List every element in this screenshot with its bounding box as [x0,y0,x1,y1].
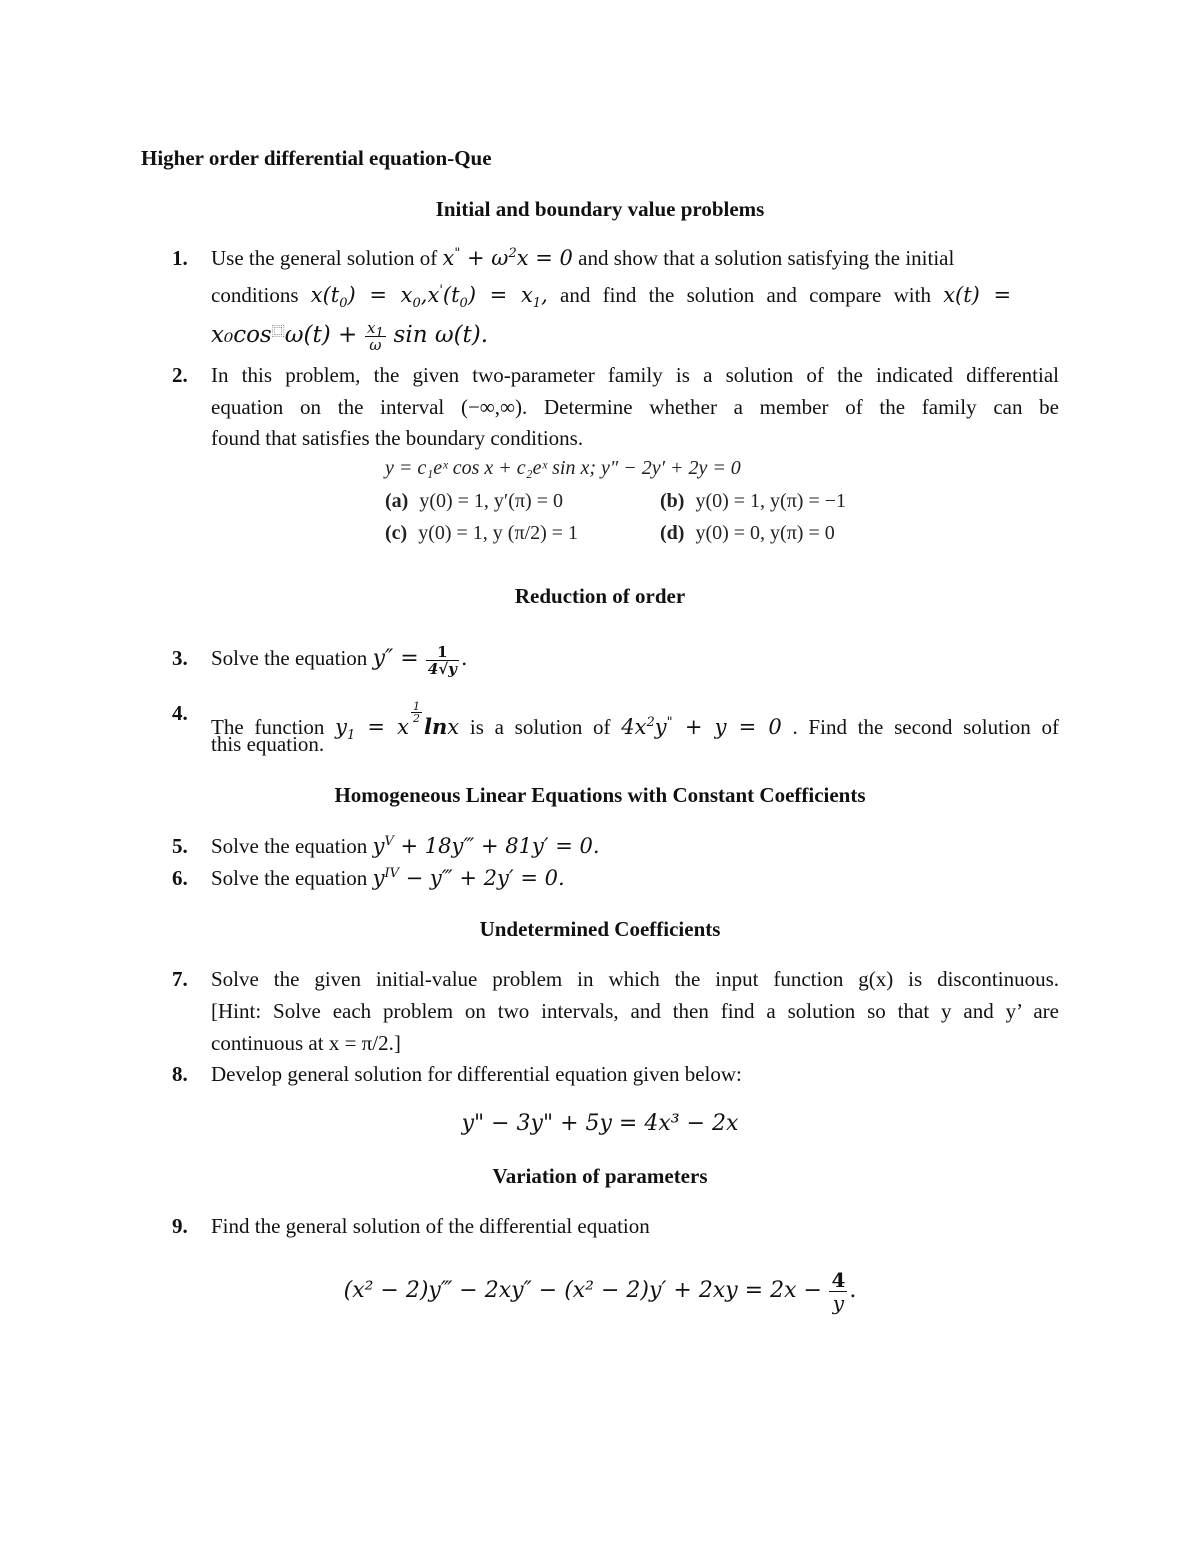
question-3-line: Solve the equation y″ = $\frac{1}{4√y}$ . [211,642,468,678]
q2-c-value: y(0) = 1, y (π/2) = 1 [418,522,579,544]
page-title: Higher order differential equation-Que [141,146,492,170]
q2-option-b [660,490,846,513]
q2-a-value: y(0) = 1, y′(π) = 0 [419,490,563,512]
question-1-line-3 [211,318,488,353]
q2-option-a [385,490,563,513]
q2-b-label: (b) [660,490,685,512]
q5-text: Solve the equation [211,834,368,858]
q3-numerator: 1 [426,644,459,661]
q9-lhs: (x² − 2)y‴ − 2xy″ − (x² − 2)y′ + 2xy = 2x − [343,1278,822,1303]
question-7-line-3: continuous at x = π/2.] [211,1031,401,1055]
q2-option-c [385,522,578,545]
section-heading-reduction-of-order: Reduction of order [514,584,686,608]
q1-conditions: $x(t_0) = x_0,x'(t_0) = x_1$, [310,283,548,312]
q1-text-a: Use the general solution of [211,246,438,270]
q2-b-value: y(0) = 1, y(π) = −1 [695,490,847,512]
q2-a-label: (a) [385,490,409,512]
q1-text-d: and find the solution and compare with [560,283,931,307]
section-heading-homogeneous: Homogeneous Linear Equations with Constant Coefficients [334,783,866,807]
question-2-line-3: found that satisfies the boundary conditions. [211,426,584,450]
question-1-line-1 [211,246,954,270]
question-1-line-2 [211,283,1012,312]
q9-equation: (x² − 2)y‴ − 2xy″ − (x² − 2)y′ + 2xy = 2x − $\frac{4}{y}$ . [343,1268,857,1316]
question-7-line-2: [Hint: Solve each problem on two intervals, and then find a solution so that y and y’ are [211,999,1059,1023]
q2-option-d [660,522,835,545]
question-4-line-2: this equation. [211,732,325,756]
q9-fraction [829,1269,847,1314]
question-5-line [211,834,600,858]
question-number-9: 9. [172,1214,188,1238]
question-number-4: 4. [172,701,188,725]
q4-text-a: The function [211,715,325,739]
q2-d-label: (d) [660,522,685,544]
q3-lhs: y″ = [372,646,419,671]
q4-text-b: is a solution of [469,715,611,739]
section-heading-undetermined: Undetermined Coefficients [479,917,721,941]
q1-text-c: conditions [211,283,299,307]
question-number-2: 2. [172,363,188,387]
q8-equation: y" − 3y" + 5y = 4x³ − 2x [461,1111,739,1136]
q1-compare: x(t) = [943,283,1012,307]
question-2-line-2: equation on the interval (−∞,∞). Determine whether a member of the family can be [211,395,1059,419]
q6-text: Solve the equation [211,866,368,890]
question-number-5: 5. [172,834,188,858]
q3-denominator: 4√y [427,659,457,678]
section-heading-initial-boundary: Initial and boundary value problems [435,197,765,221]
question-number-7: 7. [172,967,188,991]
question-2-line-1: In this problem, the given two-parameter family is a solution of the indicated differential [211,363,1059,387]
question-9-line: Find the general solution of the differential equation [211,1214,650,1238]
q3-text: Solve the equation [211,646,368,670]
question-8-line: Develop general solution for differential equation given below: [211,1062,742,1086]
q1-equation: $x^" + \omega^2x = 0$ [442,246,573,270]
q1-omega-t: ω(t) + [284,322,358,348]
q6-equation: $y^{IV}$ − y‴ + 2y′ = 0. [372,866,565,890]
q4-text-c: . Find the second solution of [792,715,1060,739]
q4-function: $y_1 = x$ $^{\frac{1}{2}}$ lnx [335,700,460,744]
q3-fraction [426,644,459,677]
question-6-line [211,866,565,890]
q1-x0cos: x₀cos [211,322,272,348]
q2-c-label: (c) [385,522,408,544]
question-7-line-1: Solve the given initial-value problem in which the input function g(x) is discontinuous. [211,967,1059,991]
q2-family-equation: y = c₁eˣ cos x + c₂eˣ sin x; y″ − 2y′ + 2y = 0 [385,457,741,479]
question-number-3: 3. [172,646,188,670]
question-number-8: 8. [172,1062,188,1086]
q2-d-value: y(0) = 0, y(π) = 0 [695,522,835,544]
q4-equation: $4x^2y^" + y = 0$ [621,715,782,739]
q9-denominator: y [832,1291,845,1316]
q9-numerator: 4 [831,1268,846,1293]
question-number-1: 1. [172,246,188,270]
q5-equation: $y^V$ + 18y‴ + 81y′ = 0. [372,834,600,858]
q1-sin: sin ω(t). [393,322,489,348]
section-heading-variation: Variation of parameters [492,1164,708,1188]
question-number-6: 6. [172,866,188,890]
q1-text-b: and show that a solution satisfying the initial [578,246,955,270]
q1-glyph: ⿴ [271,325,285,340]
q1-fraction: $\frac{x_1}{\omega}$ [367,319,384,355]
